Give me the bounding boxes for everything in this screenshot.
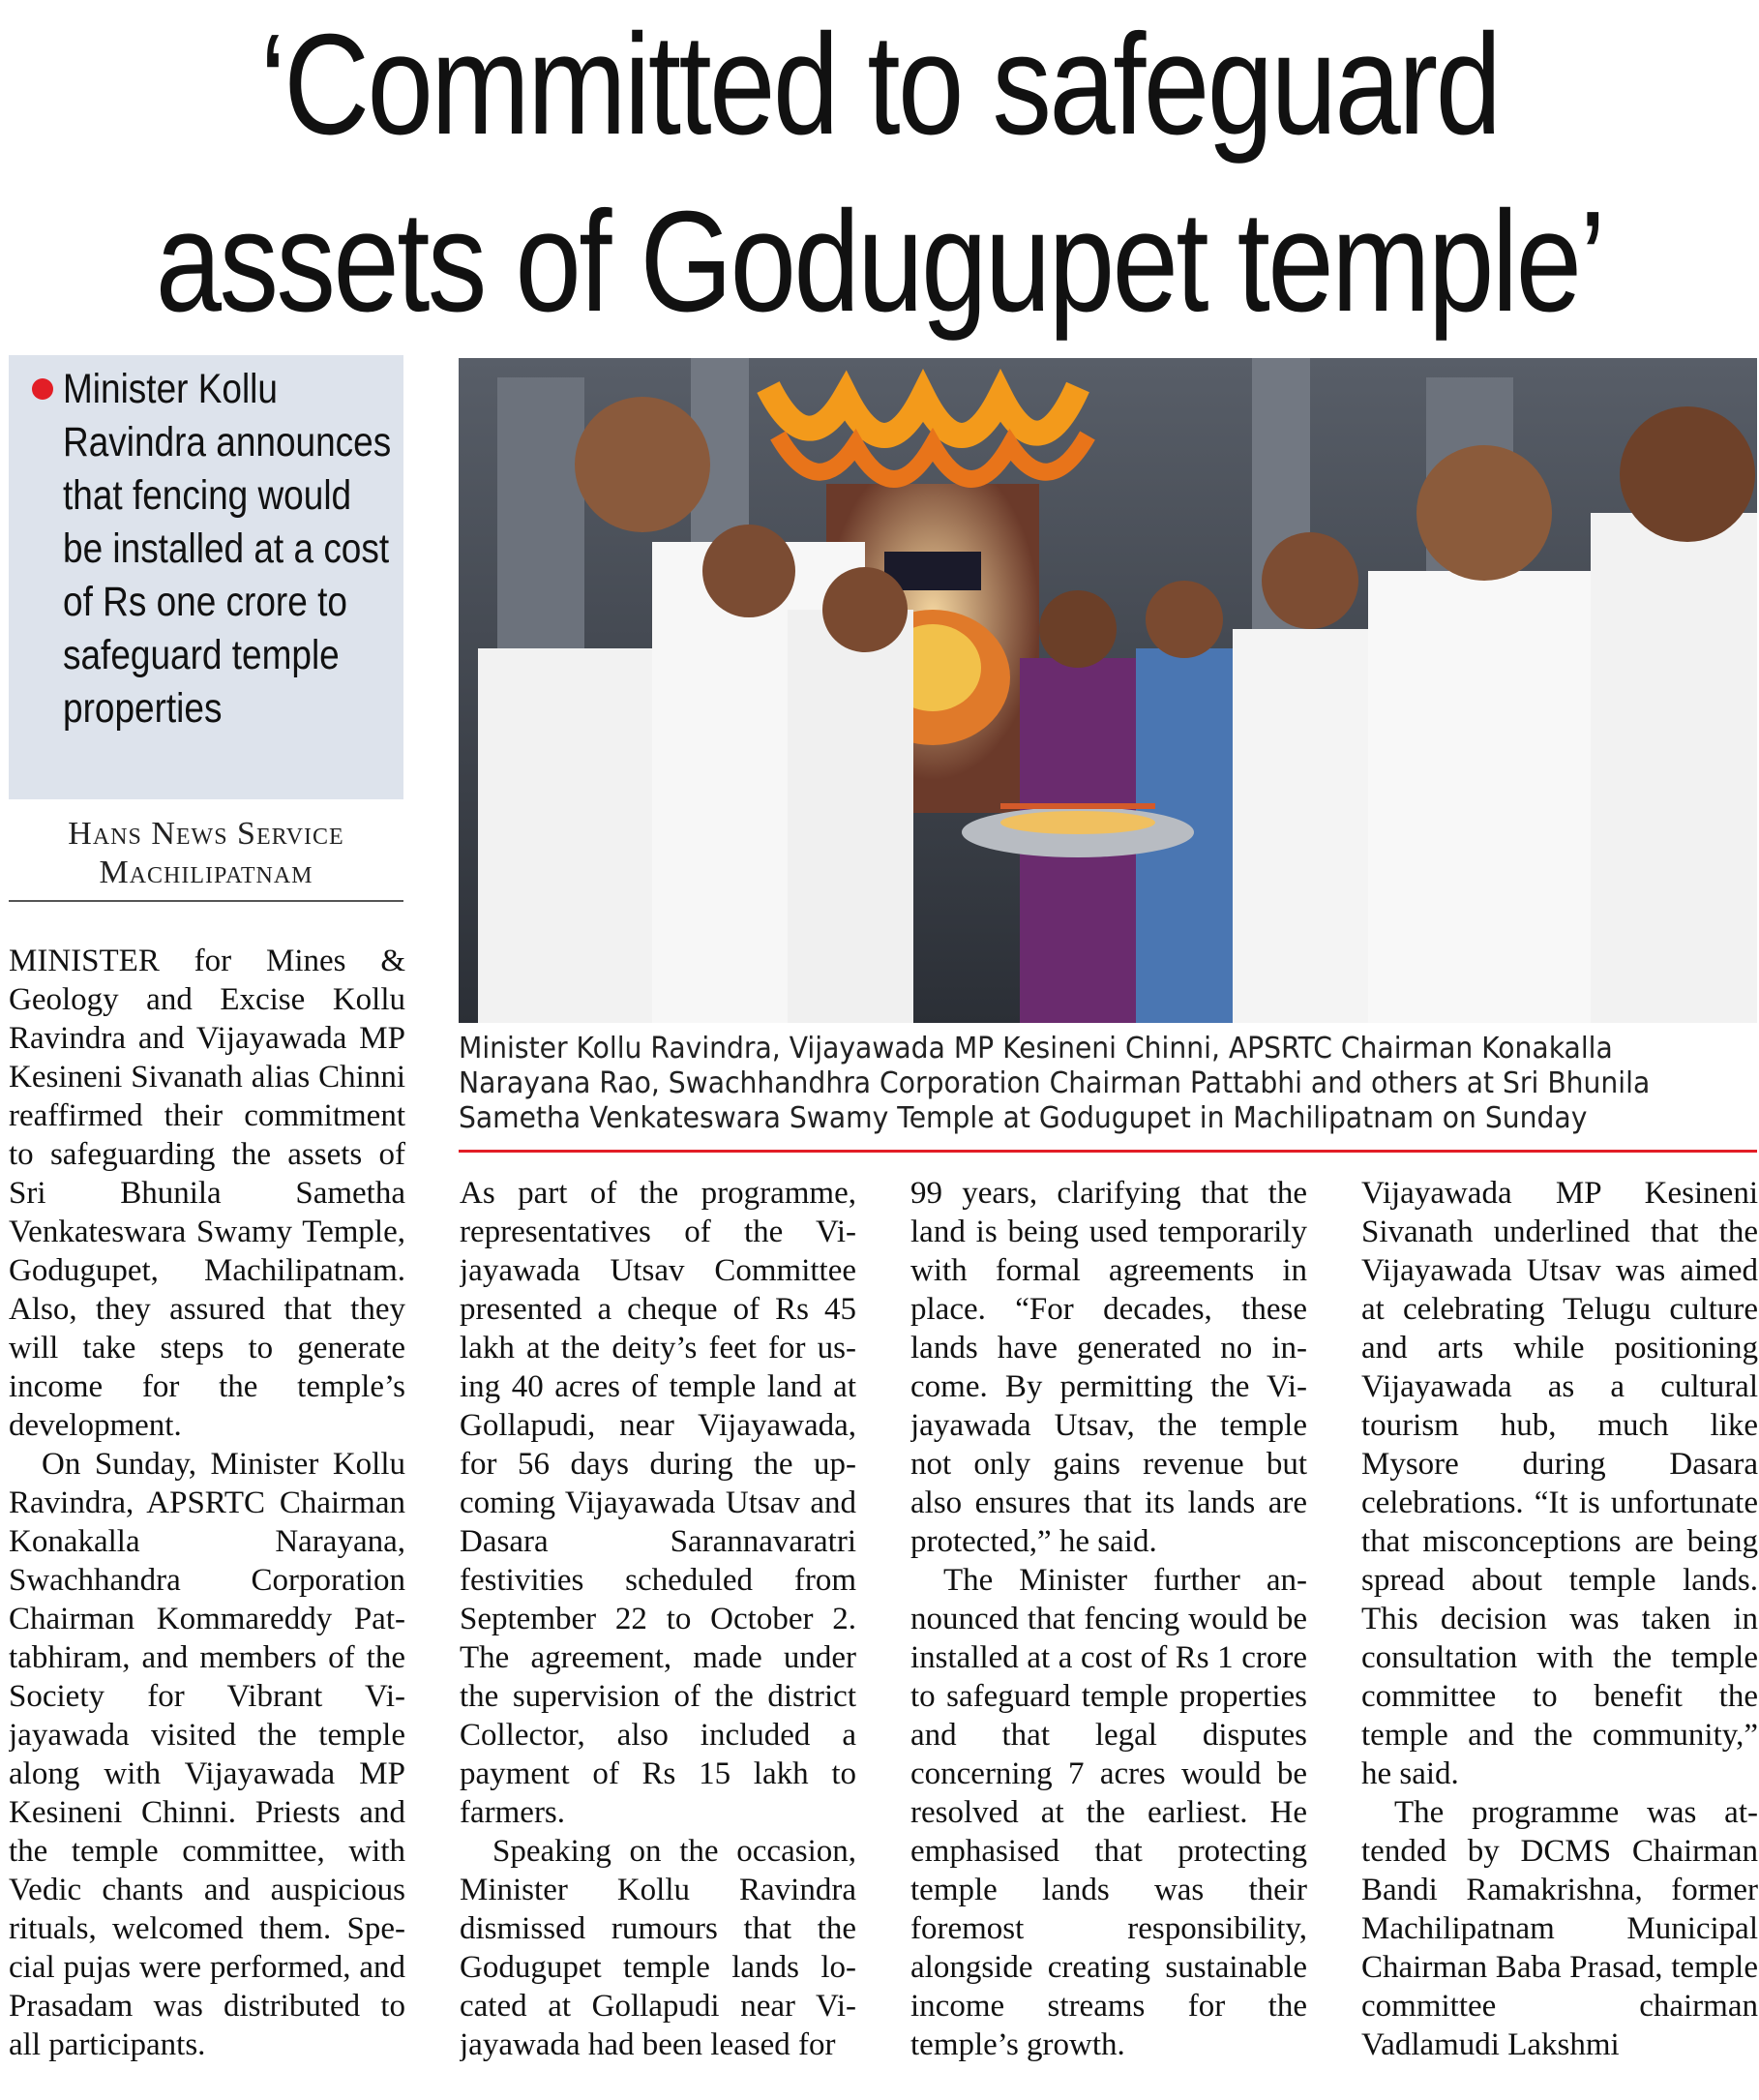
byline-place: Machilipatnam bbox=[99, 855, 313, 890]
photo-caption: Minister Kollu Ravindra, Vijayawada MP Kesineni Chinni, APSRTC Chairman Konakalla Narayana Rao, Swachhandhra Corporation Chairman Pattabhi and others at Sri Bhunila Sametha Venkateswara Swamy Temple at Godugupet in Machilipatnam on Sunday bbox=[459, 1032, 1651, 1135]
bullet-dot-icon bbox=[32, 378, 53, 400]
caption-divider bbox=[459, 1150, 1757, 1153]
byline bbox=[9, 815, 403, 892]
article-column-3 bbox=[910, 1174, 1307, 2099]
temple-photo-illustration bbox=[459, 358, 1757, 1023]
highlight-box bbox=[9, 355, 403, 799]
article-paragraph: 99 years, clarifying that the land is being used temporarily with formal agreements in place. “For decades, these lands have generated no income. By permitting the Vijayawada Utsav, the temple not only gains revenue but also ensures that its lands are protected,” he said. bbox=[910, 1176, 1307, 1559]
article-column-1 bbox=[9, 942, 405, 2099]
article-paragraph: The programme was attended by DCMS Chairman Bandi Ramakrishna, former Machilipatnam Municipal Chairman Baba Prasad, temple committee chairman Vadlamudi Lakshmi bbox=[1361, 1795, 1758, 2062]
temple-photo bbox=[459, 358, 1757, 1023]
article-column-4 bbox=[1361, 1174, 1758, 2099]
highlight-text: Minister Kollu Ravindra announces that fencing would be installed at a cost of Rs one crore to safeguard temple properties bbox=[63, 366, 392, 732]
article-paragraph: Speaking on the occasion, Minister Kollu Ravindra dismissed rumours that the Godugupet temple lands located at Gollapudi near Vijayawada had been leased for bbox=[460, 1834, 856, 2062]
byline-divider bbox=[9, 900, 403, 902]
article-paragraph: On Sunday, Minister Kollu Ravindra, APSRTC Chairman Konakalla Narayana, Swachhandra Corporation Chairman Kommareddy Pattabhiram, and members of the Society for Vibrant Vijayawada visited the temple along with Vijayawada MP Kesineni Chinni. Priests and the temple committee, with Vedic chants and auspicious rituals, welcomed them. Special pujas were performed, and Prasadam was distributed to all participants. bbox=[9, 1447, 405, 2062]
headline bbox=[150, 0, 1610, 347]
headline-line-2: assets of Godugupet temple’ bbox=[155, 182, 1604, 342]
headline-line-1: ‘Committed to safeguard bbox=[259, 5, 1500, 165]
article-paragraph: As part of the programme, representatives of the Vijayawada Utsav Committee presented a cheque of Rs 45 lakh at the deity’s feet for using 40 acres of temple land at Gollapudi, near Vijayawada, for 56 days during the upcoming Vijayawada Utsav and Dasara Sarannavaratri festivities scheduled from September 22 to October 2. The agreement, made under the supervision of the district Collector, also included a payment of Rs 15 lakh to farmers. bbox=[460, 1176, 856, 1830]
article-column-2 bbox=[460, 1174, 856, 2099]
article-paragraph: MINISTER for Mines & Geology and Excise Kollu Ravindra and Vijayawada MP Kesineni Sivanath alias Chinni reaffirmed their commitment to safeguarding the assets of Sri Bhunila Sametha Venkateswara Swamy Temple, Godugupet, Machilipatnam. Also, they assured that they will take steps to generate income for the temple’s development. bbox=[9, 944, 405, 1443]
article-paragraph: The Minister further announced that fencing would be installed at a cost of Rs 1 crore to safeguard temple properties and that legal disputes concerning 7 acres would be resolved at the earliest. He emphasised that protecting temple lands was their foremost responsibility, alongside creating sustainable income streams for the temple’s growth. bbox=[910, 1563, 1307, 2062]
byline-agency: Hans News Service bbox=[68, 816, 344, 852]
article-paragraph: Vijayawada MP Kesineni Sivanath underlined that the Vijayawada Utsav was aimed at celebrating Telugu culture and arts while positioning Vijayawada as a cultural tourism hub, much like Mysore during Dasara celebrations. “It is unfortunate that misconceptions are being spread about temple lands. This decision was taken in consultation with the temple committee to benefit the temple and the community,” he said. bbox=[1361, 1176, 1758, 1791]
